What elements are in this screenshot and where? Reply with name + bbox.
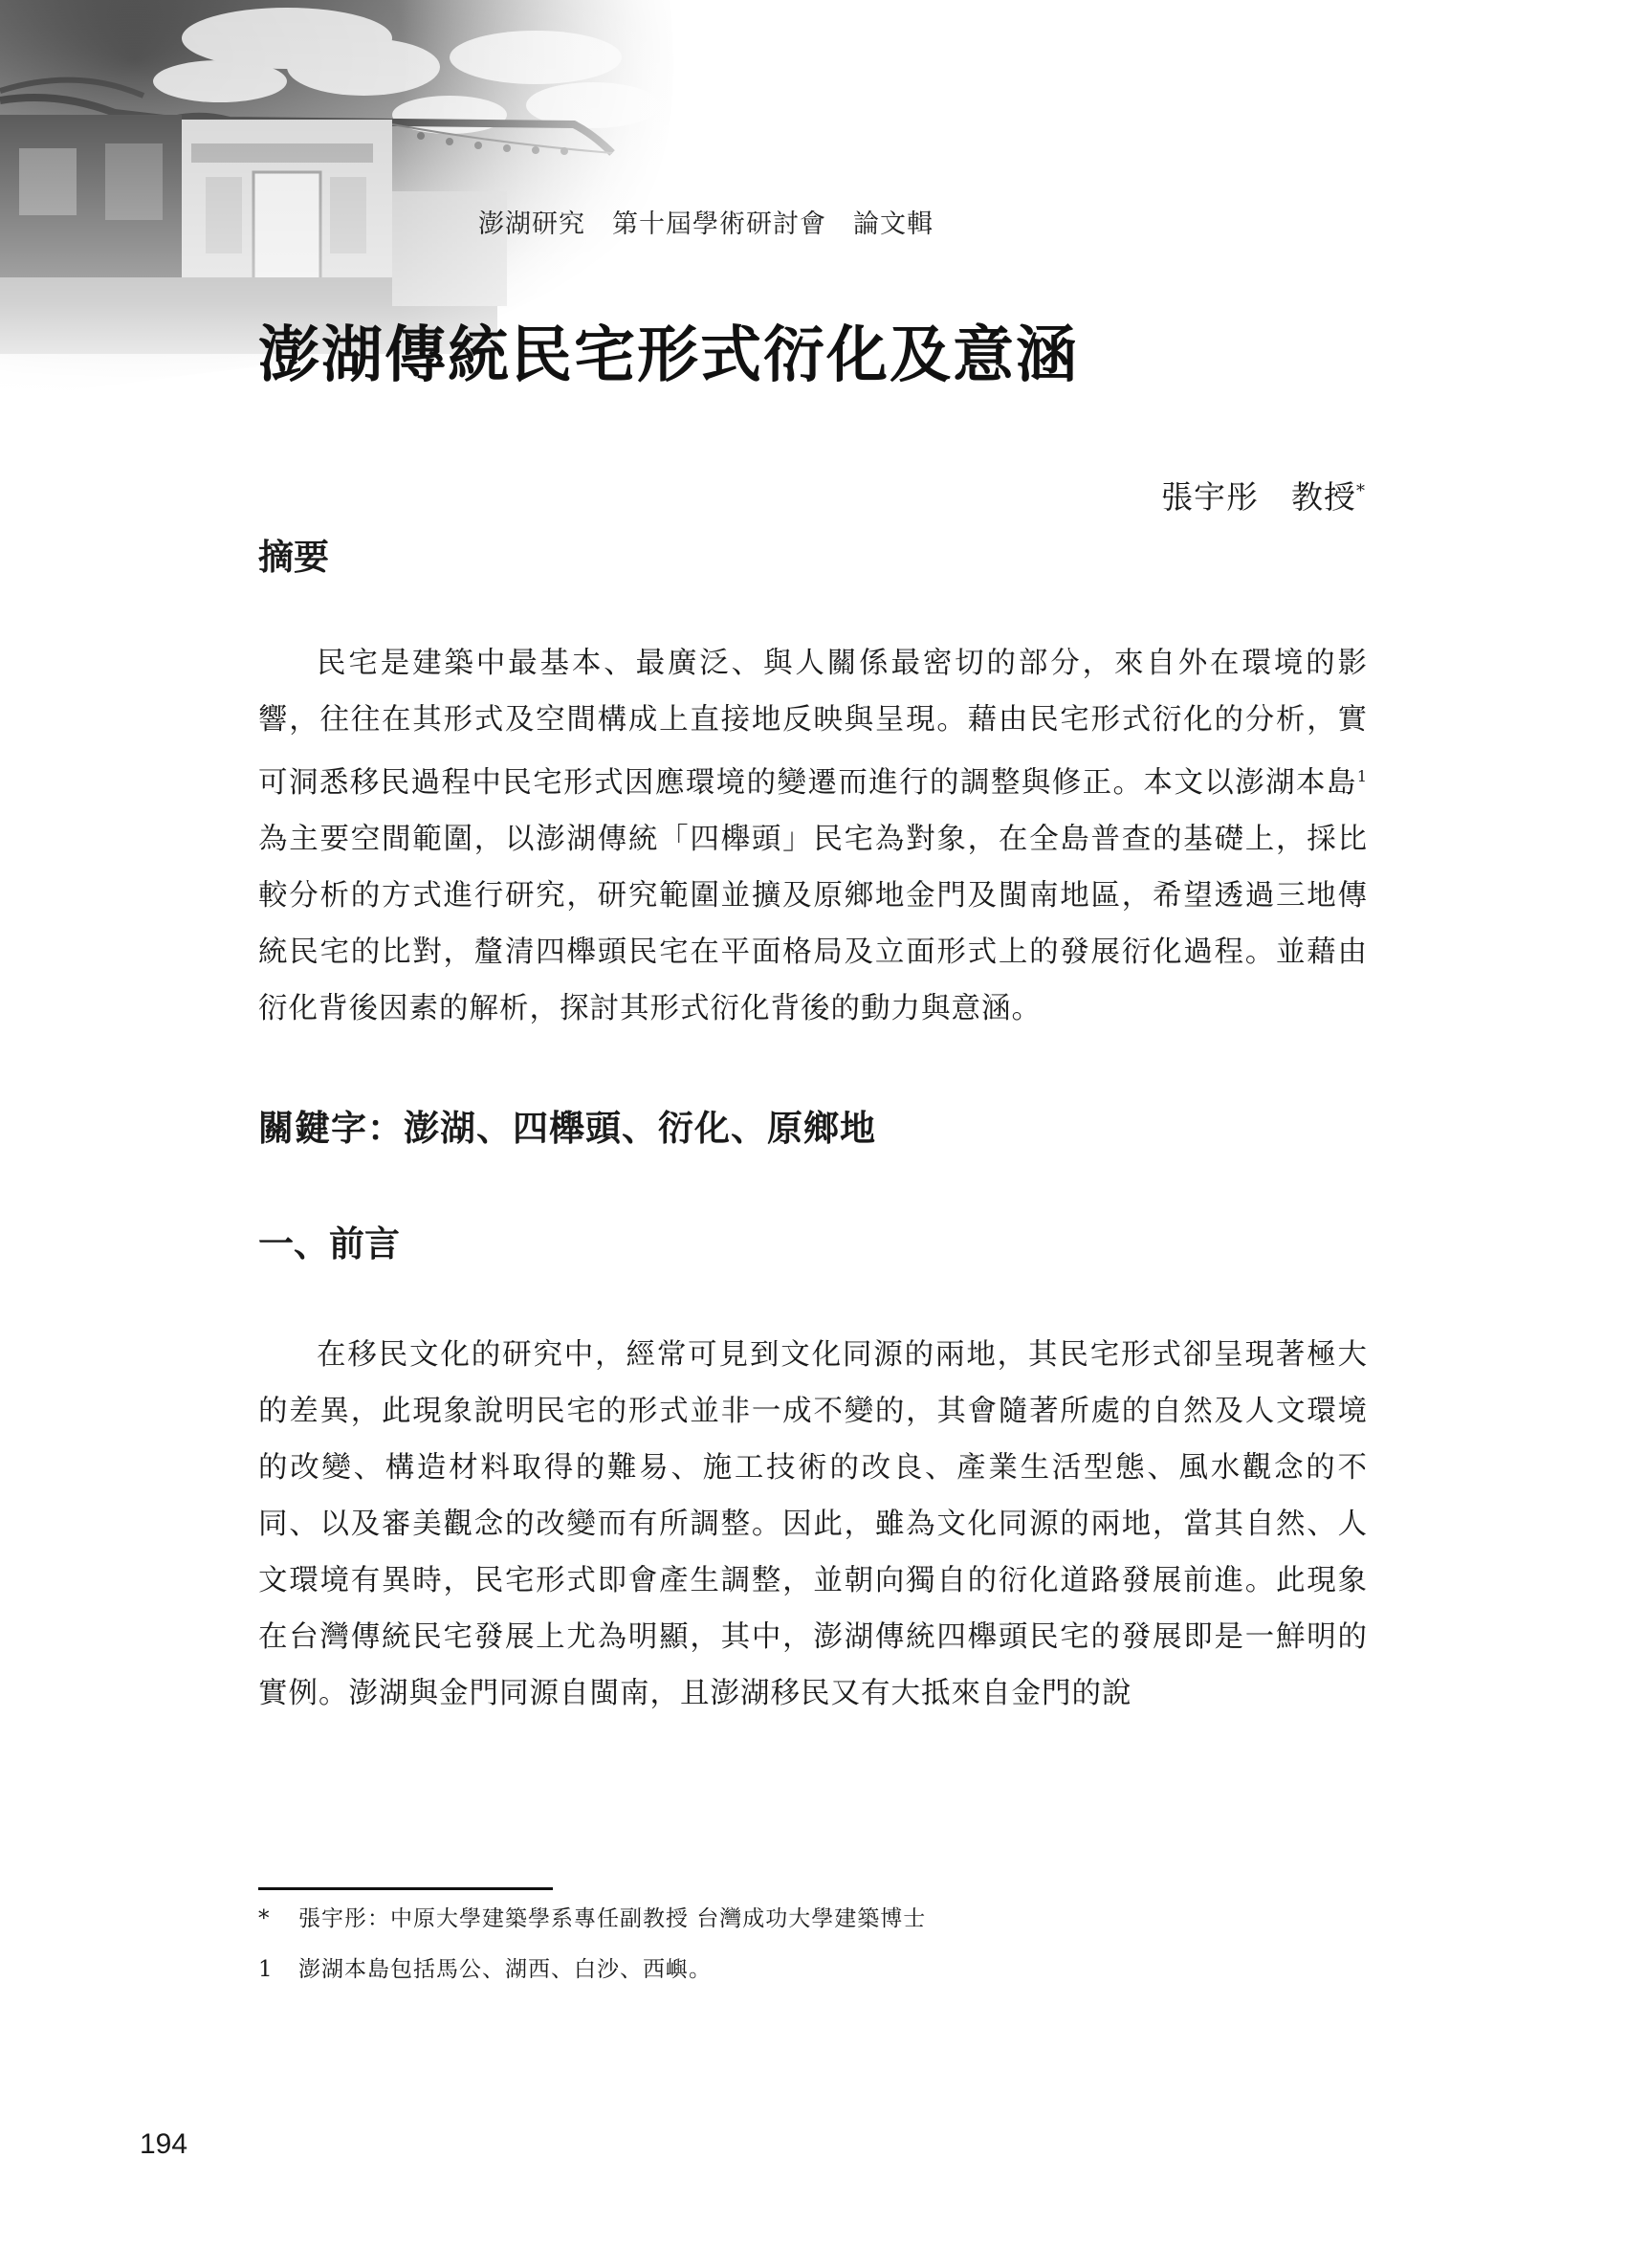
author-line xyxy=(1161,473,1366,517)
abstract-text-part-2: 為主要空間範圍，以澎湖傳統「四櫸頭」民宅為對象，在全島普查的基礎上，採比較分析的方式進行研究，研究範圍並擴及原鄉地金門及閩南地區，希望透過三地傳統民宅的比對，釐清四櫸頭民宅在平面格局及立面形式上的發展衍化過程。並藉由衍化背後因素的解析，探討其形式衍化背後的動力與意涵。 xyxy=(258,823,1368,1026)
footnote-ref-1[interactable]: 1 xyxy=(1356,767,1368,785)
intro-paragraph: 在移民文化的研究中，經常可見到文化同源的兩地，其民宅形式卻呈現著極大的差異，此現象說明民宅的形式並非一成不變的，其會隨著所處的自然及人文環境的改變、構造材料取得的難易、施工技術的改良、產業生活型態、風水觀念的不同、以及審美觀念的改變而有所調整。因此，雖為文化同源的兩地，當其自然、人文環境有異時，民宅形式即會產生調整，並朝向獨自的衍化道路發展前進。此現象在台灣傳統民宅發展上尤為明顯，其中，澎湖傳統四櫸頭民宅的發展即是一鮮明的實例。澎湖與金門同源自閩南，且澎湖移民又有大抵來自金門的說 xyxy=(258,1338,1368,1710)
series-title: 澎湖研究 第十屆學術研討會 論文輯 xyxy=(478,209,934,239)
intro-heading: 一、前言 xyxy=(258,1222,400,1265)
footnote-mark: * xyxy=(258,1906,271,1931)
footnote-divider xyxy=(258,1887,553,1890)
footnote-mark: 1 xyxy=(258,1957,274,1982)
footnote-text: 澎湖本島包括馬公、湖西、白沙、西嶼。 xyxy=(298,1957,712,1982)
paper-title: 澎湖傳統民宅形式衍化及意涵 xyxy=(258,319,1079,391)
author-name: 張宇彤 教授 xyxy=(1161,478,1356,516)
page-number: 194 xyxy=(140,2128,188,2160)
abstract-text-part-1: 民宅是建築中最基本、最廣泛、與人關係最密切的部分，來自外在環境的影響，往往在其形式及空間構成上直接地反映與呈現。藉由民宅形式衍化的分析，實可洞悉移民過程中民宅形式因應環境的變遷而進行的調整與修正。本文以澎湖本島 xyxy=(258,647,1368,801)
footnote-1 xyxy=(258,1951,712,1983)
footnote-author xyxy=(258,1901,926,1932)
abstract-heading: 摘要 xyxy=(258,537,329,578)
keywords: 關鍵字：澎湖、四櫸頭、衍化、原鄉地 xyxy=(258,1107,876,1149)
footnote-text: 張宇彤：中原大學建築學系專任副教授 台灣成功大學建築博士 xyxy=(298,1906,927,1931)
author-footnote-mark[interactable]: * xyxy=(1356,481,1366,501)
abstract-paragraph xyxy=(258,635,1368,1037)
